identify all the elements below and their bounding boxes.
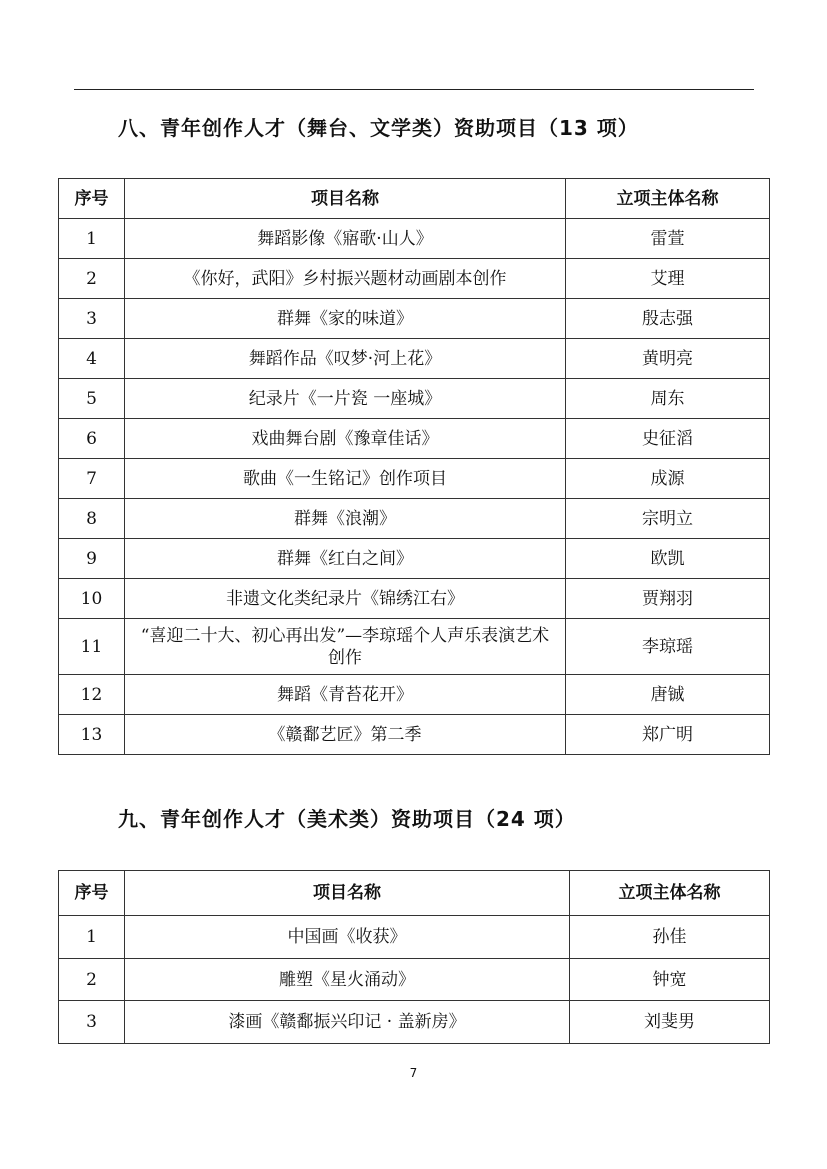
row-no: 4 [59, 339, 125, 379]
row-no: 13 [59, 715, 125, 755]
row-no: 8 [59, 499, 125, 539]
row-owner: 黄明亮 [566, 339, 770, 379]
table-row [59, 619, 770, 675]
row-owner: 刘斐男 [570, 1001, 770, 1044]
row-owner: 殷志强 [566, 299, 770, 339]
row-no: 2 [59, 959, 125, 1001]
row-owner: 郑广明 [566, 715, 770, 755]
page-number: 7 [409, 1066, 418, 1080]
row-owner: 贾翔羽 [566, 579, 770, 619]
row-no: 9 [59, 539, 125, 579]
section-title-9: 九、青年创作人才（美术类）资助项目（24 项） [118, 807, 576, 831]
table-row [59, 219, 770, 259]
table-row [59, 675, 770, 715]
row-no: 11 [59, 619, 125, 675]
header-no: 序号 [59, 871, 125, 916]
row-no: 5 [59, 379, 125, 419]
table-row [59, 299, 770, 339]
table-row [59, 916, 770, 959]
header-no: 序号 [59, 179, 125, 219]
row-project: 纪录片《一片瓷 一座城》 [125, 379, 566, 419]
row-owner: 宗明立 [566, 499, 770, 539]
row-no: 6 [59, 419, 125, 459]
row-no: 2 [59, 259, 125, 299]
row-owner: 欧凯 [566, 539, 770, 579]
row-project: 舞蹈作品《叹梦·河上花》 [125, 339, 566, 379]
row-project: 《你好，武阳》乡村振兴题材动画剧本创作 [125, 259, 566, 299]
row-project: 戏曲舞台剧《豫章佳话》 [125, 419, 566, 459]
row-project: 中国画《收获》 [125, 916, 570, 959]
table-row [59, 959, 770, 1001]
header-owner: 立项主体名称 [570, 871, 770, 916]
row-project: 非遗文化类纪录片《锦绣江右》 [125, 579, 566, 619]
row-no: 7 [59, 459, 125, 499]
header-owner: 立项主体名称 [566, 179, 770, 219]
row-project: 群舞《浪潮》 [125, 499, 566, 539]
table-row [59, 715, 770, 755]
table-row [59, 259, 770, 299]
row-no: 3 [59, 1001, 125, 1044]
header-project: 项目名称 [125, 179, 566, 219]
row-project: 舞蹈影像《寤歌·山人》 [125, 219, 566, 259]
table-row [59, 339, 770, 379]
row-owner: 孙佳 [570, 916, 770, 959]
top-rule [74, 89, 754, 90]
table-stage-literature [58, 178, 770, 755]
table-row [59, 459, 770, 499]
table-header-row [59, 179, 770, 219]
row-project: “喜迎二十大、初心再出发”—李琼瑶个人声乐表演艺术创作 [125, 619, 566, 675]
table-header-row [59, 871, 770, 916]
row-owner: 成源 [566, 459, 770, 499]
table-row [59, 499, 770, 539]
row-project: 《赣鄱艺匠》第二季 [125, 715, 566, 755]
table-row [59, 1001, 770, 1044]
row-owner: 唐铖 [566, 675, 770, 715]
row-owner: 史征滔 [566, 419, 770, 459]
row-owner: 周东 [566, 379, 770, 419]
row-project: 歌曲《一生铭记》创作项目 [125, 459, 566, 499]
row-no: 3 [59, 299, 125, 339]
row-project: 群舞《红白之间》 [125, 539, 566, 579]
row-project: 舞蹈《青苔花开》 [125, 675, 566, 715]
table-row [59, 579, 770, 619]
table-row [59, 419, 770, 459]
row-project: 群舞《家的味道》 [125, 299, 566, 339]
header-project: 项目名称 [125, 871, 570, 916]
row-no: 1 [59, 219, 125, 259]
section-title-8: 八、青年创作人才（舞台、文学类）资助项目（13 项） [118, 116, 639, 140]
row-owner: 李琼瑶 [566, 619, 770, 675]
row-no: 10 [59, 579, 125, 619]
row-owner: 钟宽 [570, 959, 770, 1001]
row-project: 漆画《赣鄱振兴印记 · 盖新房》 [125, 1001, 570, 1044]
table-row [59, 379, 770, 419]
row-no: 12 [59, 675, 125, 715]
table-fine-arts [58, 870, 770, 1044]
row-project: 雕塑《星火涌动》 [125, 959, 570, 1001]
row-no: 1 [59, 916, 125, 959]
row-owner: 艾理 [566, 259, 770, 299]
row-owner: 雷萱 [566, 219, 770, 259]
table-row [59, 539, 770, 579]
